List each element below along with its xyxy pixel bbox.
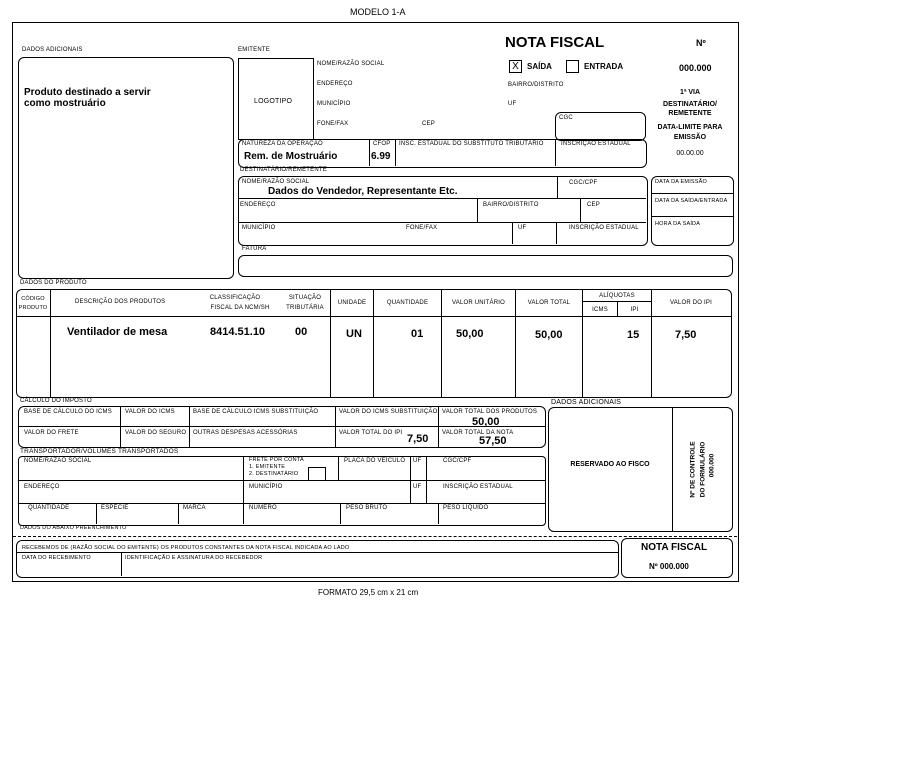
valor-icms-label: VALOR DO ICMS xyxy=(125,409,175,415)
fatura-box xyxy=(238,255,733,277)
row-unitario: 50,00 xyxy=(456,328,484,340)
divider xyxy=(96,503,97,524)
divider xyxy=(651,216,733,217)
dados-adicionais-label: DADOS ADICIONAIS xyxy=(22,47,83,53)
divider xyxy=(369,139,370,166)
h-sit-2: TRIBUTÁRIA xyxy=(286,305,324,311)
divider xyxy=(672,407,673,531)
divider xyxy=(238,198,646,199)
saida-checkbox[interactable]: X xyxy=(509,60,522,73)
row-unidade: UN xyxy=(346,328,362,340)
divider xyxy=(121,552,122,576)
frete-conta-label: FRETE POR CONTA xyxy=(249,457,304,463)
h-total: VALOR TOTAL xyxy=(527,300,571,306)
canhoto-nf-number: Nº 000.000 xyxy=(649,562,689,571)
especie-label: ESPÉCIE xyxy=(101,505,129,511)
h-class-1: CLASSIFICAÇÃO xyxy=(209,295,261,301)
divider xyxy=(338,456,339,480)
divider xyxy=(555,139,556,166)
dest-nome-label: NOME/RAZÃO SOCIAL xyxy=(242,179,310,185)
emitente-bairro-label: BAIRRO/DISTRITO xyxy=(508,82,564,88)
divider xyxy=(335,406,336,447)
emitente-cep-label: CEP xyxy=(422,121,435,127)
data-limite-2: EMISSÃO xyxy=(673,134,707,141)
frete-label: VALOR DO FRETE xyxy=(24,430,79,436)
emitente-cgc-label: CGC xyxy=(559,115,573,121)
divider xyxy=(50,289,51,397)
divider xyxy=(18,426,545,427)
total-nota-value: 57,50 xyxy=(479,435,507,447)
divider xyxy=(512,222,513,244)
divider xyxy=(13,536,737,537)
peso-liquido-label: PESO LÍQUIDO xyxy=(443,505,489,511)
reservado-fisco-label: RESERVADO AO FISCO xyxy=(570,461,650,468)
emitente-uf-label: UF xyxy=(508,101,517,107)
h-codigo-2: PRODUTO xyxy=(18,305,48,311)
peso-bruto-label: PESO BRUTO xyxy=(346,505,388,511)
divider xyxy=(438,503,439,524)
divider xyxy=(243,456,244,524)
divider xyxy=(189,406,190,447)
seguro-label: VALOR DO SEGURO xyxy=(125,430,187,436)
frete-conta-field[interactable] xyxy=(308,467,326,481)
divider xyxy=(580,198,581,222)
data-saida-label: DATA DA SAÍDA/ENTRADA xyxy=(655,198,728,204)
transp-cgc-label: CGC/CPF xyxy=(443,458,472,464)
transportador-section-label: TRANSPORTADOR/VOLUMES TRANSPORTADOS xyxy=(20,448,179,455)
insc-subst-label: INSC. ESTADUAL DO SUBSTITUTO TRIBUTÁRIO xyxy=(399,141,544,147)
row-ipi-aliq: 15 xyxy=(627,329,640,341)
logo-placeholder: LOGOTIPO xyxy=(254,98,293,105)
divider xyxy=(16,552,618,553)
dest-uf-label: UF xyxy=(518,225,527,231)
divider xyxy=(18,480,545,481)
h-sit-1: SITUAÇÃO xyxy=(288,295,322,301)
placa-label: PLACA DO VEÍCULO xyxy=(344,458,406,464)
dest-nome-value: Dados do Vendedor, Representante Etc. xyxy=(268,186,458,197)
emitente-fone-label: FONE/FAX xyxy=(317,121,349,127)
saida-label: SAÍDA xyxy=(527,62,552,71)
cfop-label: CFOP xyxy=(373,141,391,147)
emitente-nome-label: NOME/RAZÃO SOCIAL xyxy=(317,61,385,67)
assinatura-label: IDENTIFICAÇÃO E ASSINATURA DO RECEBEDOR xyxy=(125,555,263,561)
row-situacao: 00 xyxy=(295,326,308,338)
divider xyxy=(178,503,179,524)
entrada-checkbox[interactable] xyxy=(566,60,579,73)
nota-fiscal-title: NOTA FISCAL xyxy=(505,34,605,51)
total-ipi-label: VALOR TOTAL DO IPI xyxy=(339,430,403,436)
destinatario-label: DESTINATÁRIO/REMETENTE xyxy=(240,167,327,173)
emitente-label: EMITENTE xyxy=(238,47,270,53)
total-produtos-value: 50,00 xyxy=(472,416,500,428)
h-descricao: DESCRIÇÃO DOS PRODUTOS xyxy=(75,299,166,305)
dest-cgc-label: CGC/CPF xyxy=(569,180,598,186)
dest-municipio-label: MUNICÍPIO xyxy=(242,225,276,231)
data-recebimento-label: DATA DO RECEBIMENTO xyxy=(22,555,91,561)
datas-box xyxy=(651,176,734,246)
row-valor-ipi: 7,50 xyxy=(675,329,697,341)
h-icms: ICMS xyxy=(592,307,608,313)
emitente-endereco-label: ENDEREÇO xyxy=(317,81,353,87)
divider xyxy=(18,503,545,504)
divider xyxy=(651,193,733,194)
controle-value: 000.000 xyxy=(708,453,716,478)
divider xyxy=(557,176,558,198)
numero-value: 000.000 xyxy=(679,63,712,73)
quantidade-label: QUANTIDADE xyxy=(28,505,70,511)
controle-label-2: DO FORMULÁRIO xyxy=(699,441,707,498)
outras-label: OUTRAS DESPESAS ACESSÓRIAS xyxy=(193,430,298,436)
transp-uf-label: UF xyxy=(413,458,422,464)
recebemos-label: RECEBEMOS DE (RAZÃO SOCIAL DO EMITENTE) OS PRODUTOS CONSTANTES DA NOTA FISCAL INDICADA AO LADO xyxy=(22,545,350,551)
divider xyxy=(582,289,583,397)
via-dest-1: DESTINATÁRIO/ xyxy=(663,101,717,108)
dados-adicionais-text-1: Produto destinado a servir xyxy=(24,87,151,98)
controle-label-1: Nº DE CONTROLE xyxy=(689,441,697,498)
produto-section-label: DADOS DO PRODUTO xyxy=(20,280,87,286)
marca-label: MARCA xyxy=(183,505,206,511)
h-codigo-1: CÓDIGO xyxy=(21,296,45,302)
h-valor-ipi: VALOR DO IPI xyxy=(670,300,712,306)
canhoto-nf-title: NOTA FISCAL xyxy=(641,542,708,553)
base-subst-label: BASE DE CÁLCULO ICMS SUBSTITUIÇÃO xyxy=(193,409,319,415)
h-ipi: IPI xyxy=(630,307,639,313)
valor-subst-label: VALOR DO ICMS SUBSTITUIÇÃO xyxy=(339,409,438,415)
divider xyxy=(120,406,121,447)
transp-municipio-label: MUNICÍPIO xyxy=(249,484,283,490)
divider xyxy=(556,222,557,244)
frete-emitente-label: 1. EMITENTE xyxy=(249,464,286,470)
data-emissao-label: DATA DA EMISSÃO xyxy=(655,179,708,185)
transp-nome-label: NOME/RAZÃO SOCIAL xyxy=(24,458,92,464)
natureza-label: NATUREZA DA OPERAÇÃO xyxy=(242,141,323,147)
frete-destinatario-label: 2. DESTINATÁRIO xyxy=(249,471,299,477)
total-ipi-value: 7,50 xyxy=(407,433,429,445)
total-nota-label: VALOR TOTAL DA NOTA xyxy=(442,430,514,436)
dest-fone-label: FONE/FAX xyxy=(406,225,438,231)
dest-cep-label: CEP xyxy=(587,202,600,208)
numero-label: Nº xyxy=(696,38,706,48)
insc-estadual-label: INSCRIÇÃO ESTADUAL xyxy=(561,141,631,147)
natureza-value: Rem. de Mostruário xyxy=(244,151,338,162)
row-classificacao: 8414.51.10 xyxy=(210,326,266,338)
h-unidade: UNIDADE xyxy=(337,300,367,306)
h-aliquotas: ALÍQUOTAS xyxy=(599,293,635,299)
emitente-municipio-label: MUNICÍPIO xyxy=(317,101,351,107)
transp-insc-label: INSCRIÇÃO ESTADUAL xyxy=(443,484,513,490)
h-quantidade: QUANTIDADE xyxy=(386,300,429,306)
imposto-section-label: CÁLCULO DO IMPOSTO xyxy=(20,398,92,404)
transp-endereco-label: ENDEREÇO xyxy=(24,484,60,490)
fisco-dados-label: DADOS ADICIONAIS xyxy=(551,399,622,406)
row-total: 50,00 xyxy=(535,329,563,341)
divider xyxy=(340,503,341,524)
h-unitario: VALOR UNITÁRIO xyxy=(451,300,506,306)
base-icms-label: BASE DE CÁLCULO DO ICMS xyxy=(24,409,112,415)
model-label: MODELO 1-A xyxy=(350,7,406,17)
dest-bairro-label: BAIRRO/DISTRITO xyxy=(483,202,539,208)
entrada-label: ENTRADA xyxy=(584,62,624,71)
via-dest-2: REMETENTE xyxy=(668,110,712,117)
total-produtos-label: VALOR TOTAL DOS PRODUTOS xyxy=(442,409,538,415)
cfop-value: 6.99 xyxy=(371,151,391,162)
h-class-2: FISCAL DA NCM/SH xyxy=(210,305,270,311)
row-descricao: Ventilador de mesa xyxy=(67,326,168,338)
fatura-label: FATURA xyxy=(242,246,267,252)
divider xyxy=(238,222,646,223)
transp-uf2-label: UF xyxy=(413,484,422,490)
hora-saida-label: HORA DA SAÍDA xyxy=(655,221,701,227)
divider xyxy=(395,139,396,166)
dados-abaixo-label: DADOS DO ABAIXO PREENCHIMENTO xyxy=(20,525,127,531)
dest-endereco-label: ENDEREÇO xyxy=(240,202,276,208)
divider xyxy=(438,406,439,447)
row-quantidade: 01 xyxy=(411,328,424,340)
dados-adicionais-text-2: como mostruário xyxy=(24,98,106,109)
data-limite-value: 00.00.00 xyxy=(676,150,704,157)
divider xyxy=(477,198,478,222)
data-limite-1: DATA-LIMITE PARA xyxy=(657,124,723,131)
via-label: 1ª VIA xyxy=(679,89,701,96)
numero-label-transp: NÚMERO xyxy=(249,505,277,511)
format-label: FORMATO 29,5 cm x 21 cm xyxy=(318,588,419,597)
dest-insc-label: INSCRIÇÃO ESTADUAL xyxy=(569,225,639,231)
